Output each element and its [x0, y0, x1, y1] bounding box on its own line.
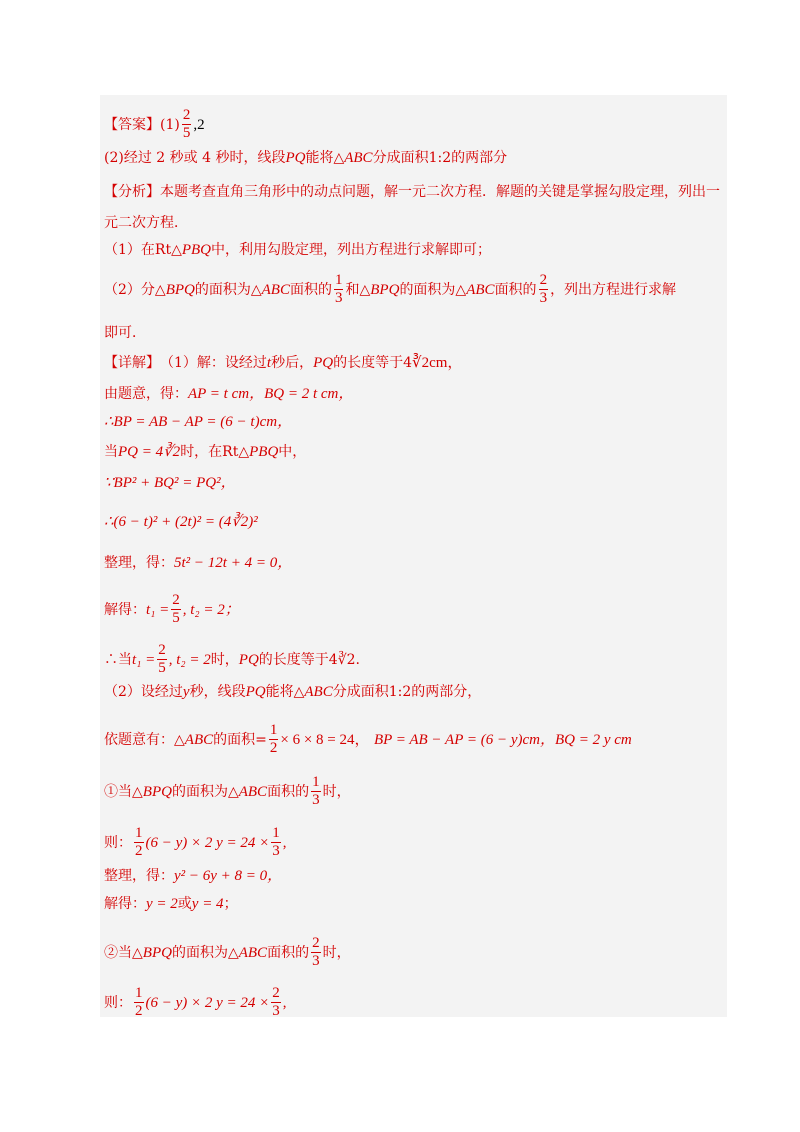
case1-step: 解得： y = 2 或 y = 4 ； [104, 896, 238, 912]
fraction: $\frac{1}{2}$ [135, 985, 143, 1019]
case1-step: 整理，得： y² − 6y + 8 = 0， [104, 868, 283, 884]
analysis-line-cont: 元二次方程． [104, 215, 188, 231]
fraction: $\frac{2}{5}$ [172, 592, 180, 626]
case2-eq: 则： $\frac{1}{2}$ (6 − y) × 2 y = 24 × $\frac{2}{3}$ , [104, 985, 287, 1019]
analysis-step2: （2）分△ BPQ 的面积为△ ABC 面积的 $\frac{1}{3}$ 和△ BPQ 的面积为△ ABC 面积的 $\frac{2}{3}$ ，列出方程进行求解 [104, 272, 677, 306]
detail-step: ∴当 t₁ = $\frac{2}{5}$ , t₂ = 2 时， PQ 的长度等于4∛2. [104, 642, 360, 676]
detail-step: ∴(6 − t)² + (2t)² = (4∛2)² [104, 514, 258, 530]
detail-step: 由题意，得： AP = t cm，BQ = 2 t cm， [104, 386, 354, 402]
detail-step: 当 PQ = 4∛2 时，在Rt△ PBQ 中， [104, 444, 307, 460]
fraction: $\frac{2}{3}$ [312, 935, 320, 969]
fraction: $\frac{1}{2}$ [135, 825, 143, 859]
detail-part2: （2）设经过 y 秒，线段 PQ 能将△ ABC 分成面积1:2的两部分， [104, 684, 482, 700]
fraction: $\frac{2}{5}$ [182, 107, 191, 141]
detail-step: 依题意有：△ ABC 的面积= $\frac{1}{2}$ × 6 × 8 = 24， BP = AB − AP = (6 − y)cm，BQ = 2 y cm [104, 722, 632, 756]
detail-line: 【详解】 （1）解：设经过 t 秒后， PQ 的长度等于4 ∛2cm， [104, 355, 463, 371]
analysis-step1: （1）在Rt△ PBQ 中，利用勾股定理，列出方程进行求解即可； [104, 242, 492, 258]
fraction: $\frac{1}{3}$ [334, 272, 343, 306]
fraction: $\frac{2}{5}$ [158, 642, 166, 676]
fraction: $\frac{1}{3}$ [272, 825, 280, 859]
fraction: $\frac{1}{2}$ [269, 722, 278, 756]
analysis-label: 【分析】 [104, 184, 160, 200]
answer-line: 【答案】 (1) $\frac{2}{5}$ ,2 [104, 107, 205, 141]
fraction: $\frac{1}{3}$ [312, 774, 320, 808]
detail-step: ∵BP² + BQ² = PQ²， [104, 475, 236, 491]
case1: ①当△ BPQ 的面积为△ ABC 面积的 $\frac{1}{3}$ 时， [104, 774, 351, 808]
fraction: $\frac{2}{3}$ [272, 985, 280, 1019]
detail-label: 【详解】 [104, 355, 160, 371]
case1-eq: 则： $\frac{1}{2}$ (6 − y) × 2 y = 24 × $\frac{1}{3}$ , [104, 825, 287, 859]
detail-step: 整理，得： 5t² − 12t + 4 = 0， [104, 555, 293, 571]
answer-label: 【答案】 [104, 116, 160, 133]
analysis-step2-cont: 即可． [104, 325, 146, 341]
analysis-line: 【分析】 本题考查直角三角形中的动点问题，解一元二次方程．解题的关键是掌握勾股定理，列出一 [104, 184, 720, 200]
answer-part2: (2)经过 2 秒或 4 秒时，线段 PQ 能将△ ABC 分成面积1:2的两部分 [104, 150, 508, 166]
case2: ②当△ BPQ 的面积为△ ABC 面积的 $\frac{2}{3}$ 时， [104, 935, 351, 969]
detail-step: ∴BP = AB − AP = (6 − t)cm， [104, 414, 293, 430]
detail-step: 解得： t₁ = $\frac{2}{5}$ , t₂ = 2； [104, 592, 240, 626]
fraction: $\frac{2}{3}$ [539, 272, 548, 306]
